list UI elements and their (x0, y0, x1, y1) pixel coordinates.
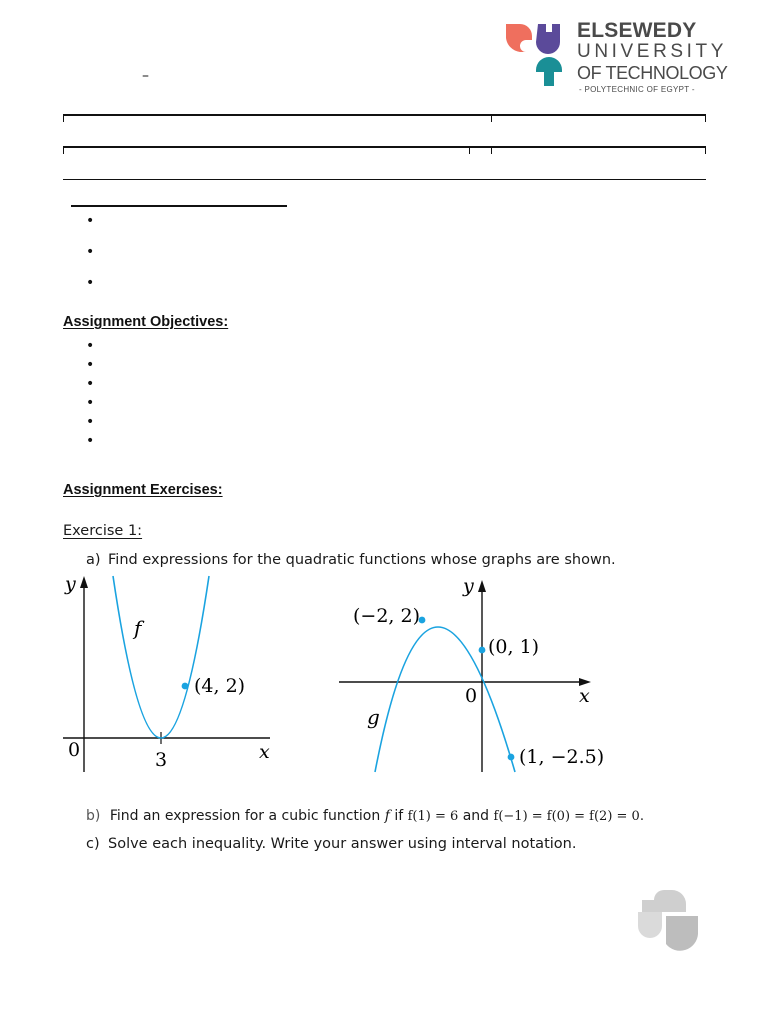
part-b-if: if (394, 808, 404, 824)
header-tick (705, 114, 706, 122)
bullet: • (86, 213, 95, 229)
graph-f (55, 572, 290, 777)
bullet: • (86, 395, 95, 411)
graph-g-point-2-label: (0, 1) (488, 636, 540, 658)
part-b-and: and (462, 808, 490, 824)
graph-f-tick-label: 3 (155, 749, 168, 771)
part-b-condition-2: f(−1) = f(0) = f(2) = 0. (493, 809, 644, 824)
graph-g-y-label: y (463, 575, 474, 597)
header-dash: – (142, 68, 149, 84)
graph-f-y-label: y (65, 573, 76, 595)
graph-f-origin-label: 0 (68, 739, 81, 761)
logo-line-3: OF TECHNOLOGY (577, 63, 728, 83)
graph-g-point-3-label: (1, −2.5) (519, 746, 605, 768)
logo-line-1: ELSEWEDY (577, 19, 697, 42)
graph-g-point-2 (479, 647, 486, 654)
graph-f-curve-label: f (134, 616, 142, 640)
header-tick (63, 146, 64, 154)
logo-purple-shape (536, 24, 560, 54)
part-a-text: Find expressions for the quadratic functions whose graphs are shown. (108, 552, 616, 568)
part-b-function: f (384, 808, 390, 824)
header-tick (491, 114, 492, 122)
logo-teal-shape (536, 57, 562, 86)
part-b-marker: b) (86, 808, 101, 824)
logo-line-4: - POLYTECHNIC OF EGYPT - (579, 85, 695, 94)
bullet: • (86, 414, 95, 430)
watermark-logo-icon (636, 886, 704, 956)
bullet: • (86, 275, 95, 291)
part-b (86, 808, 644, 824)
graph-f-point (182, 683, 189, 690)
part-c-text: Solve each inequality. Write your answer using interval notation. (108, 836, 577, 852)
header-rule-1 (63, 114, 706, 116)
bullet: • (86, 433, 95, 449)
graph-f-point-label: (4, 2) (194, 675, 246, 697)
part-b-text: Find an expression for a cubic function (109, 808, 381, 824)
bullet: • (86, 357, 95, 373)
header-rule-2 (63, 146, 706, 148)
part-b-condition-1: f(1) = 6 (407, 809, 459, 824)
exercises-heading: Assignment Exercises: (63, 482, 223, 498)
part-a-marker: a) (86, 552, 101, 568)
graph-g-curve-label: g (367, 705, 380, 729)
header-rule-3 (63, 179, 706, 180)
header-tick (63, 114, 64, 122)
graph-f-y-arrow (80, 576, 88, 588)
graph-g-y-arrow (478, 580, 486, 592)
graph-g-x-label: x (579, 685, 590, 707)
graph-f-curve (113, 576, 209, 738)
header-tick (491, 146, 492, 154)
header-tick (705, 146, 706, 154)
graph-g-point-1-label: (−2, 2) (353, 605, 421, 627)
objectives-heading: Assignment Objectives: (63, 314, 229, 330)
graph-g (335, 572, 605, 777)
bullet: • (86, 376, 95, 392)
watermark-shape-top (642, 890, 686, 912)
section-underline (71, 205, 287, 207)
part-c-marker: c) (86, 836, 100, 852)
header-tick (469, 146, 470, 154)
exercise-1-title: Exercise 1: (63, 523, 143, 539)
watermark-shape-right (666, 916, 698, 951)
bullet: • (86, 338, 95, 354)
graph-f-x-label: x (259, 741, 270, 763)
bullet: • (86, 244, 95, 260)
logo-line-2: UNIVERSITY (577, 41, 728, 62)
graph-g-origin-label: 0 (465, 685, 478, 707)
watermark-shape-left (638, 912, 662, 938)
logo-salmon-shape (506, 24, 532, 52)
graph-g-point-3 (508, 754, 515, 761)
